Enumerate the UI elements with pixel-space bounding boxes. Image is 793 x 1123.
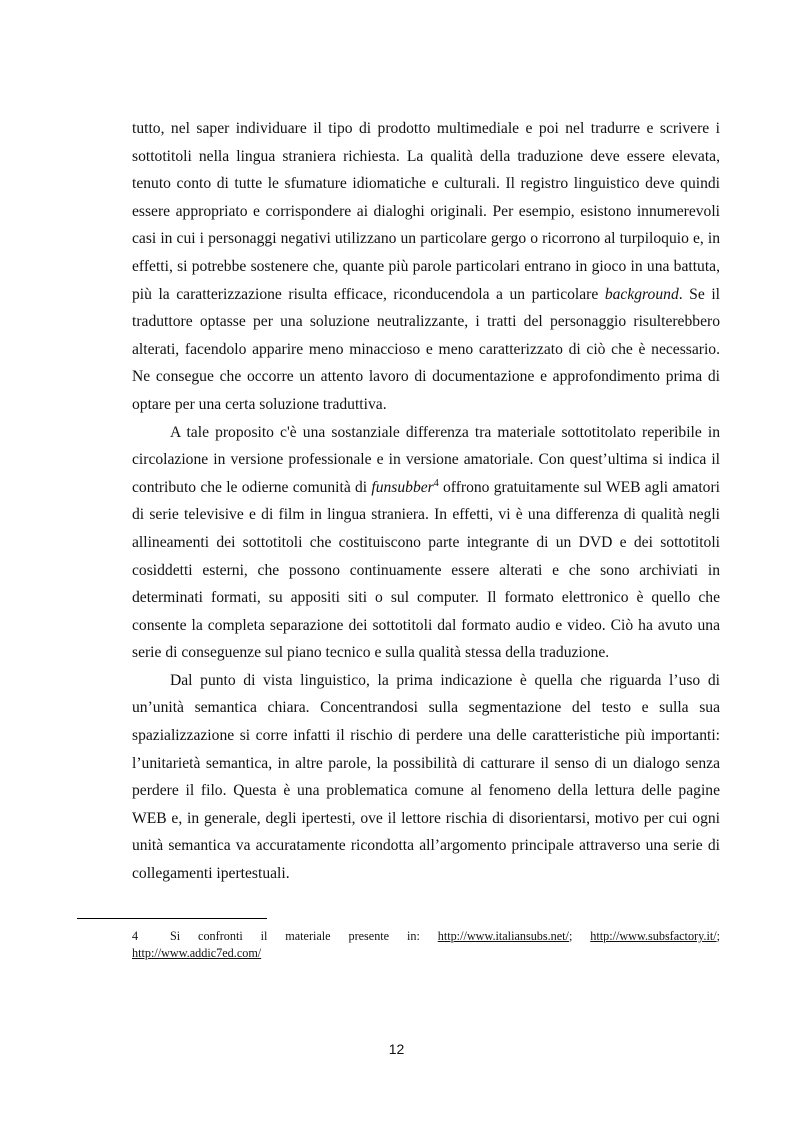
paragraph-3	[132, 667, 720, 888]
paragraph-text: tutto, nel saper individuare il tipo di prodotto multimediale e poi nel tradurre e scrivere i sottotitoli nella lingua straniera richiesta. La qualità della traduzione deve essere elevata, tenuto conto di tutte le sfumature idiomatiche e culturali. Il registro linguistico deve quindi essere appropriato e corrispondere ai dialoghi originali. Per esempio, esistono innumerevoli casi in cui i personaggi negativi utilizzano un particolare gergo o ricorrono al turpiloquio e, in effetti, si potrebbe sostenere che, quante più parole particolari entrano in gioco in una battuta, più la caratterizzazione risulta efficace, riconducendola a un particolare	[132, 120, 720, 303]
body-text	[132, 115, 720, 888]
paragraph-2	[132, 419, 720, 667]
paragraph-text: Dal punto di vista linguistico, la prima indicazione è quella che riguarda l’uso di un’unità semantica chiara. Concentrandosi sulla segmentazione del testo e sulla sua spazializzazione si corre infatti il rischio di perdere una delle caratteristiche più importanti: l’unitarietà semantica, in altre parole, la possibilità di catturare il senso di un dialogo senza perdere il filo. Questa è una problematica comune al fenomeno della lettura delle pagine WEB e, in generale, degli ipertesti, ove il lettore rischia di disorientarsi, motivo per cui ogni unità semantica va accuratamente ricondotta all’argomento principale attraverso una serie di collegamenti ipertestuali.	[132, 671, 720, 883]
paragraph-text: A tale proposito c'è una sostanziale differenza tra materiale sottotitolato reperibile in circolazione in versione professionale e in versione amatoriale. Con quest’ultima si indica il contributo che le odierne comunità di	[132, 423, 720, 496]
footnote-link-italiansubs[interactable]: http://www.italiansubs.net/	[437, 929, 569, 943]
footnote-number: 4	[132, 929, 139, 943]
paragraph-text: offrono gratuitamente sul WEB agli amatori di serie televisive e di film in lingua straniera. In effetti, vi è una differenza di qualità negli allineamenti dei sottotitoli che costituiscono parte integrante di un DVD e dei sottotitoli cosiddetti esterni, che possono continuamente essere alterati e che sono archiviati in determinati formati, su appositi siti o sul computer. Il formato elettronico è quello che consente la completa separazione dei sottotitoli dal formato audio e video. Ciò ha avuto una serie di conseguenze sul piano tecnico e sulla qualità stessa della traduzione.	[132, 478, 720, 662]
footnote-reference: 4	[433, 477, 439, 489]
footnote-separator-2: ;	[716, 929, 720, 943]
italic-term: background	[604, 285, 679, 303]
footnote-4	[132, 928, 720, 962]
page-number: 12	[388, 1041, 405, 1057]
footnote-separator	[77, 918, 267, 919]
footnote-separator-1: ;	[568, 929, 591, 943]
italic-term: funsubber	[371, 478, 434, 496]
footnote-link-addic7ed[interactable]: http://www.addic7ed.com/	[132, 946, 262, 960]
footnote-link-subsfactory[interactable]: http://www.subsfactory.it/	[590, 929, 717, 943]
footnote-text: Si confronti il materiale presente in:	[170, 929, 438, 943]
paragraph-1	[132, 115, 720, 419]
paragraph-text: . Se il traduttore optasse per una soluzione neutralizzante, i tratti del personaggio risulterebbero alterati, facendolo apparire meno minaccioso e meno caratterizzato di ciò che è necessario. Ne consegue che occorre un attento lavoro di documentazione e approfondimento prima di optare per una certa soluzione traduttiva.	[132, 285, 720, 413]
